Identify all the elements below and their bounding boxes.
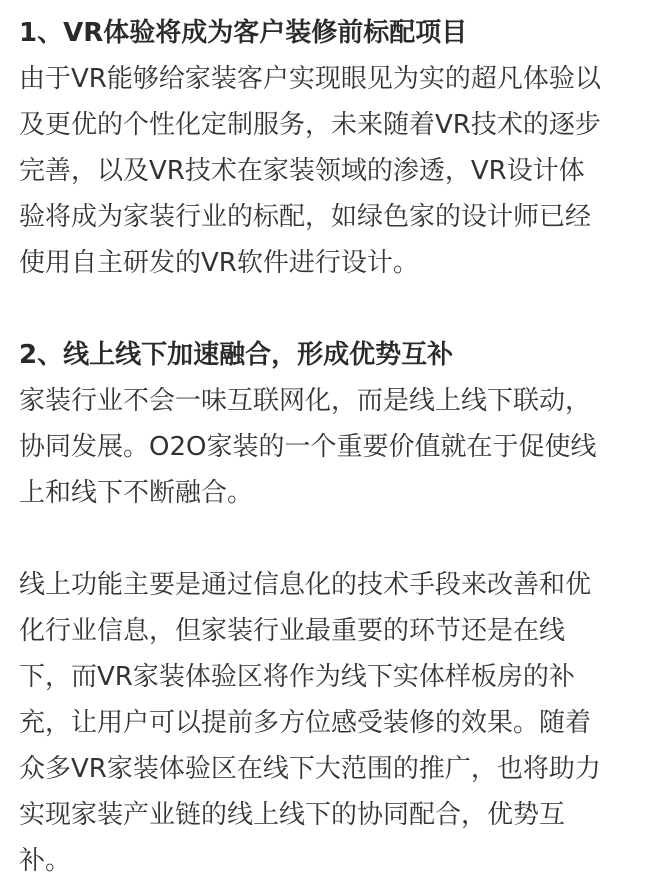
paragraph-line: 验将成为家装行业的标配，如绿色家的设计师已经 [19, 202, 592, 232]
paragraph-line: 家装行业不会一味互联网化，而是线上线下联动， [19, 386, 592, 416]
paragraph-line: 补。 [19, 846, 72, 876]
paragraph-line: 及更优的个性化定制服务，未来随着VR技术的逐步 [19, 110, 601, 140]
paragraph-line: 协同发展。O2O家装的一个重要价值就在于促使线 [19, 432, 597, 462]
paragraph-line: 由于VR能够给家装客户实现眼见为实的超凡体验以 [19, 64, 601, 94]
paragraph-line: 实现家装产业链的线上线下的协同配合，优势互 [19, 800, 566, 830]
paragraph-line: 众多VR家装体验区在线下大范围的推广，也将助力 [19, 754, 601, 784]
paragraph-line: 上和线下不断融合。 [19, 478, 254, 508]
paragraph-line: 线上功能主要是通过信息化的技术手段来改善和优 [19, 570, 592, 600]
article [19, 10, 651, 884]
spacer [19, 286, 651, 332]
paragraph-line: 下，而VR家装体验区将作为线下实体样板房的补 [19, 662, 575, 692]
paragraph [19, 378, 651, 516]
paragraph-line: 充，让用户可以提前多方位感受装修的效果。随着 [19, 708, 592, 738]
section-heading: 1、VR体验将成为客户装修前标配项目 [19, 18, 468, 48]
paragraph-line: 使用自主研发的VR软件进行设计。 [19, 248, 419, 278]
paragraph [19, 562, 651, 884]
paragraph-line: 化行业信息，但家装行业最重要的环节还是在线 [19, 616, 566, 646]
section-heading: 2、线上线下加速融合，形成优势互补 [19, 340, 454, 370]
spacer [19, 516, 651, 562]
paragraph-line: 完善，以及VR技术在家装领域的渗透，VR设计体 [19, 156, 585, 186]
paragraph [19, 56, 651, 286]
section-vr-experience [19, 10, 651, 286]
section-online-offline [19, 332, 651, 884]
